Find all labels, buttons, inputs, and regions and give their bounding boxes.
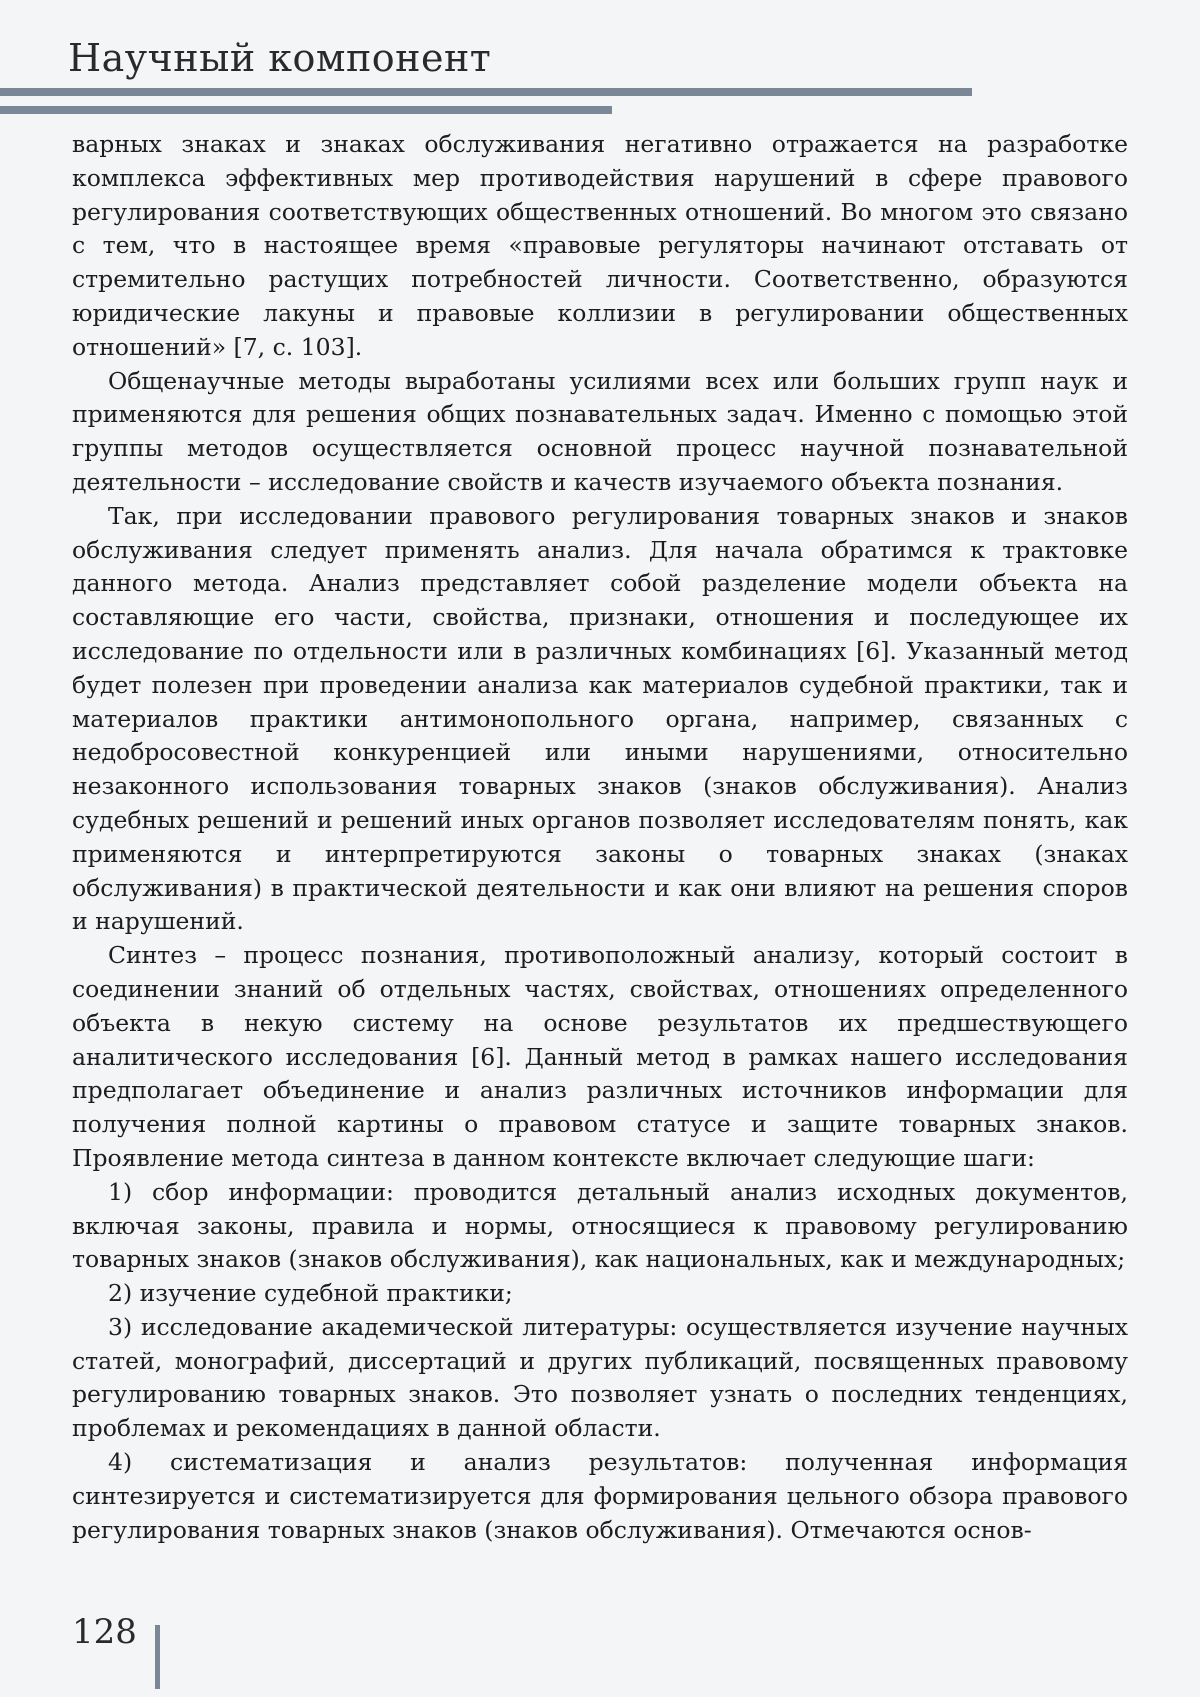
- list-item-2: 2) изучение судебной практики;: [72, 1277, 1128, 1311]
- section-title: Научный компонент: [68, 36, 491, 80]
- header-rule-short: [0, 106, 612, 114]
- header-rule-long: [0, 88, 972, 96]
- page-number: 128: [72, 1612, 137, 1652]
- list-item-3: 3) исследование академической литературы: осуществляется изучение научных статей, монографий, диссертаций и других публикаций, посвященных правовому регулированию товарных знаков. Это позволяет узнать о последних тенденциях, проблемах и рекомендациях в данной области.: [72, 1311, 1128, 1446]
- page-number-bar: [155, 1625, 160, 1689]
- paragraph-continuation: варных знаках и знаках обслуживания негативно отражается на разработке комплекса эффективных мер противодействия нарушений в сфере правового регулирования соответствующих общественных отношений. Во многом это связано с тем, что в настоящее время «правовые регуляторы начинают отставать от стремительно растущих потребностей личности. Соответственно, образуются юридические лакуны и правовые коллизии в регулировании общественных отношений» [7, с. 103].: [72, 128, 1128, 365]
- list-item-1: 1) сбор информации: проводится детальный анализ исходных документов, включая законы, правила и нормы, относящиеся к правовому регулированию товарных знаков (знаков обслуживания), как национальных, как и международных;: [72, 1176, 1128, 1277]
- article-body: [72, 128, 1128, 1547]
- paragraph-general-methods: Общенаучные методы выработаны усилиями всех или больших групп наук и применяются для решения общих познавательных задач. Именно с помощью этой группы методов осуществляется основной процесс научной познавательной деятельности – исследование свойств и качеств изучаемого объекта познания.: [72, 365, 1128, 500]
- paragraph-synthesis: Синтез – процесс познания, противоположный анализу, который состоит в соединении знаний об отдельных частях, свойствах, отношениях определенного объекта в некую систему на основе результатов их предшествующего аналитического исследования [6]. Данный метод в рамках нашего исследования предполагает объединение и анализ различных источников информации для получения полной картины о правовом статусе и защите товарных знаков. Проявление метода синтеза в данном контексте включает следующие шаги:: [72, 939, 1128, 1176]
- paragraph-analysis: Так, при исследовании правового регулирования товарных знаков и знаков обслуживания следует применять анализ. Для начала обратимся к трактовке данного метода. Анализ представляет собой разделение модели объекта на составляющие его части, свойства, признаки, отношения и последующее их исследование по отдельности или в различных комбинациях [6]. Указанный метод будет полезен при проведении анализа как материалов судебной практики, так и материалов практики антимонопольного органа, например, связанных с недобросовестной конкуренцией или иными нарушениями, относительно незаконного использования товарных знаков (знаков обслуживания). Анализ судебных решений и решений иных органов позволяет исследователям понять, как применяются и интерпретируются законы о товарных знаках (знаках обслуживания) в практической деятельности и как они влияют на решения споров и нарушений.: [72, 500, 1128, 939]
- list-item-4: 4) систематизация и анализ результатов: полученная информация синтезируется и систематизируется для формирования цельного обзора правового регулирования товарных знаков (знаков обслуживания). Отмечаются основ-: [72, 1446, 1128, 1547]
